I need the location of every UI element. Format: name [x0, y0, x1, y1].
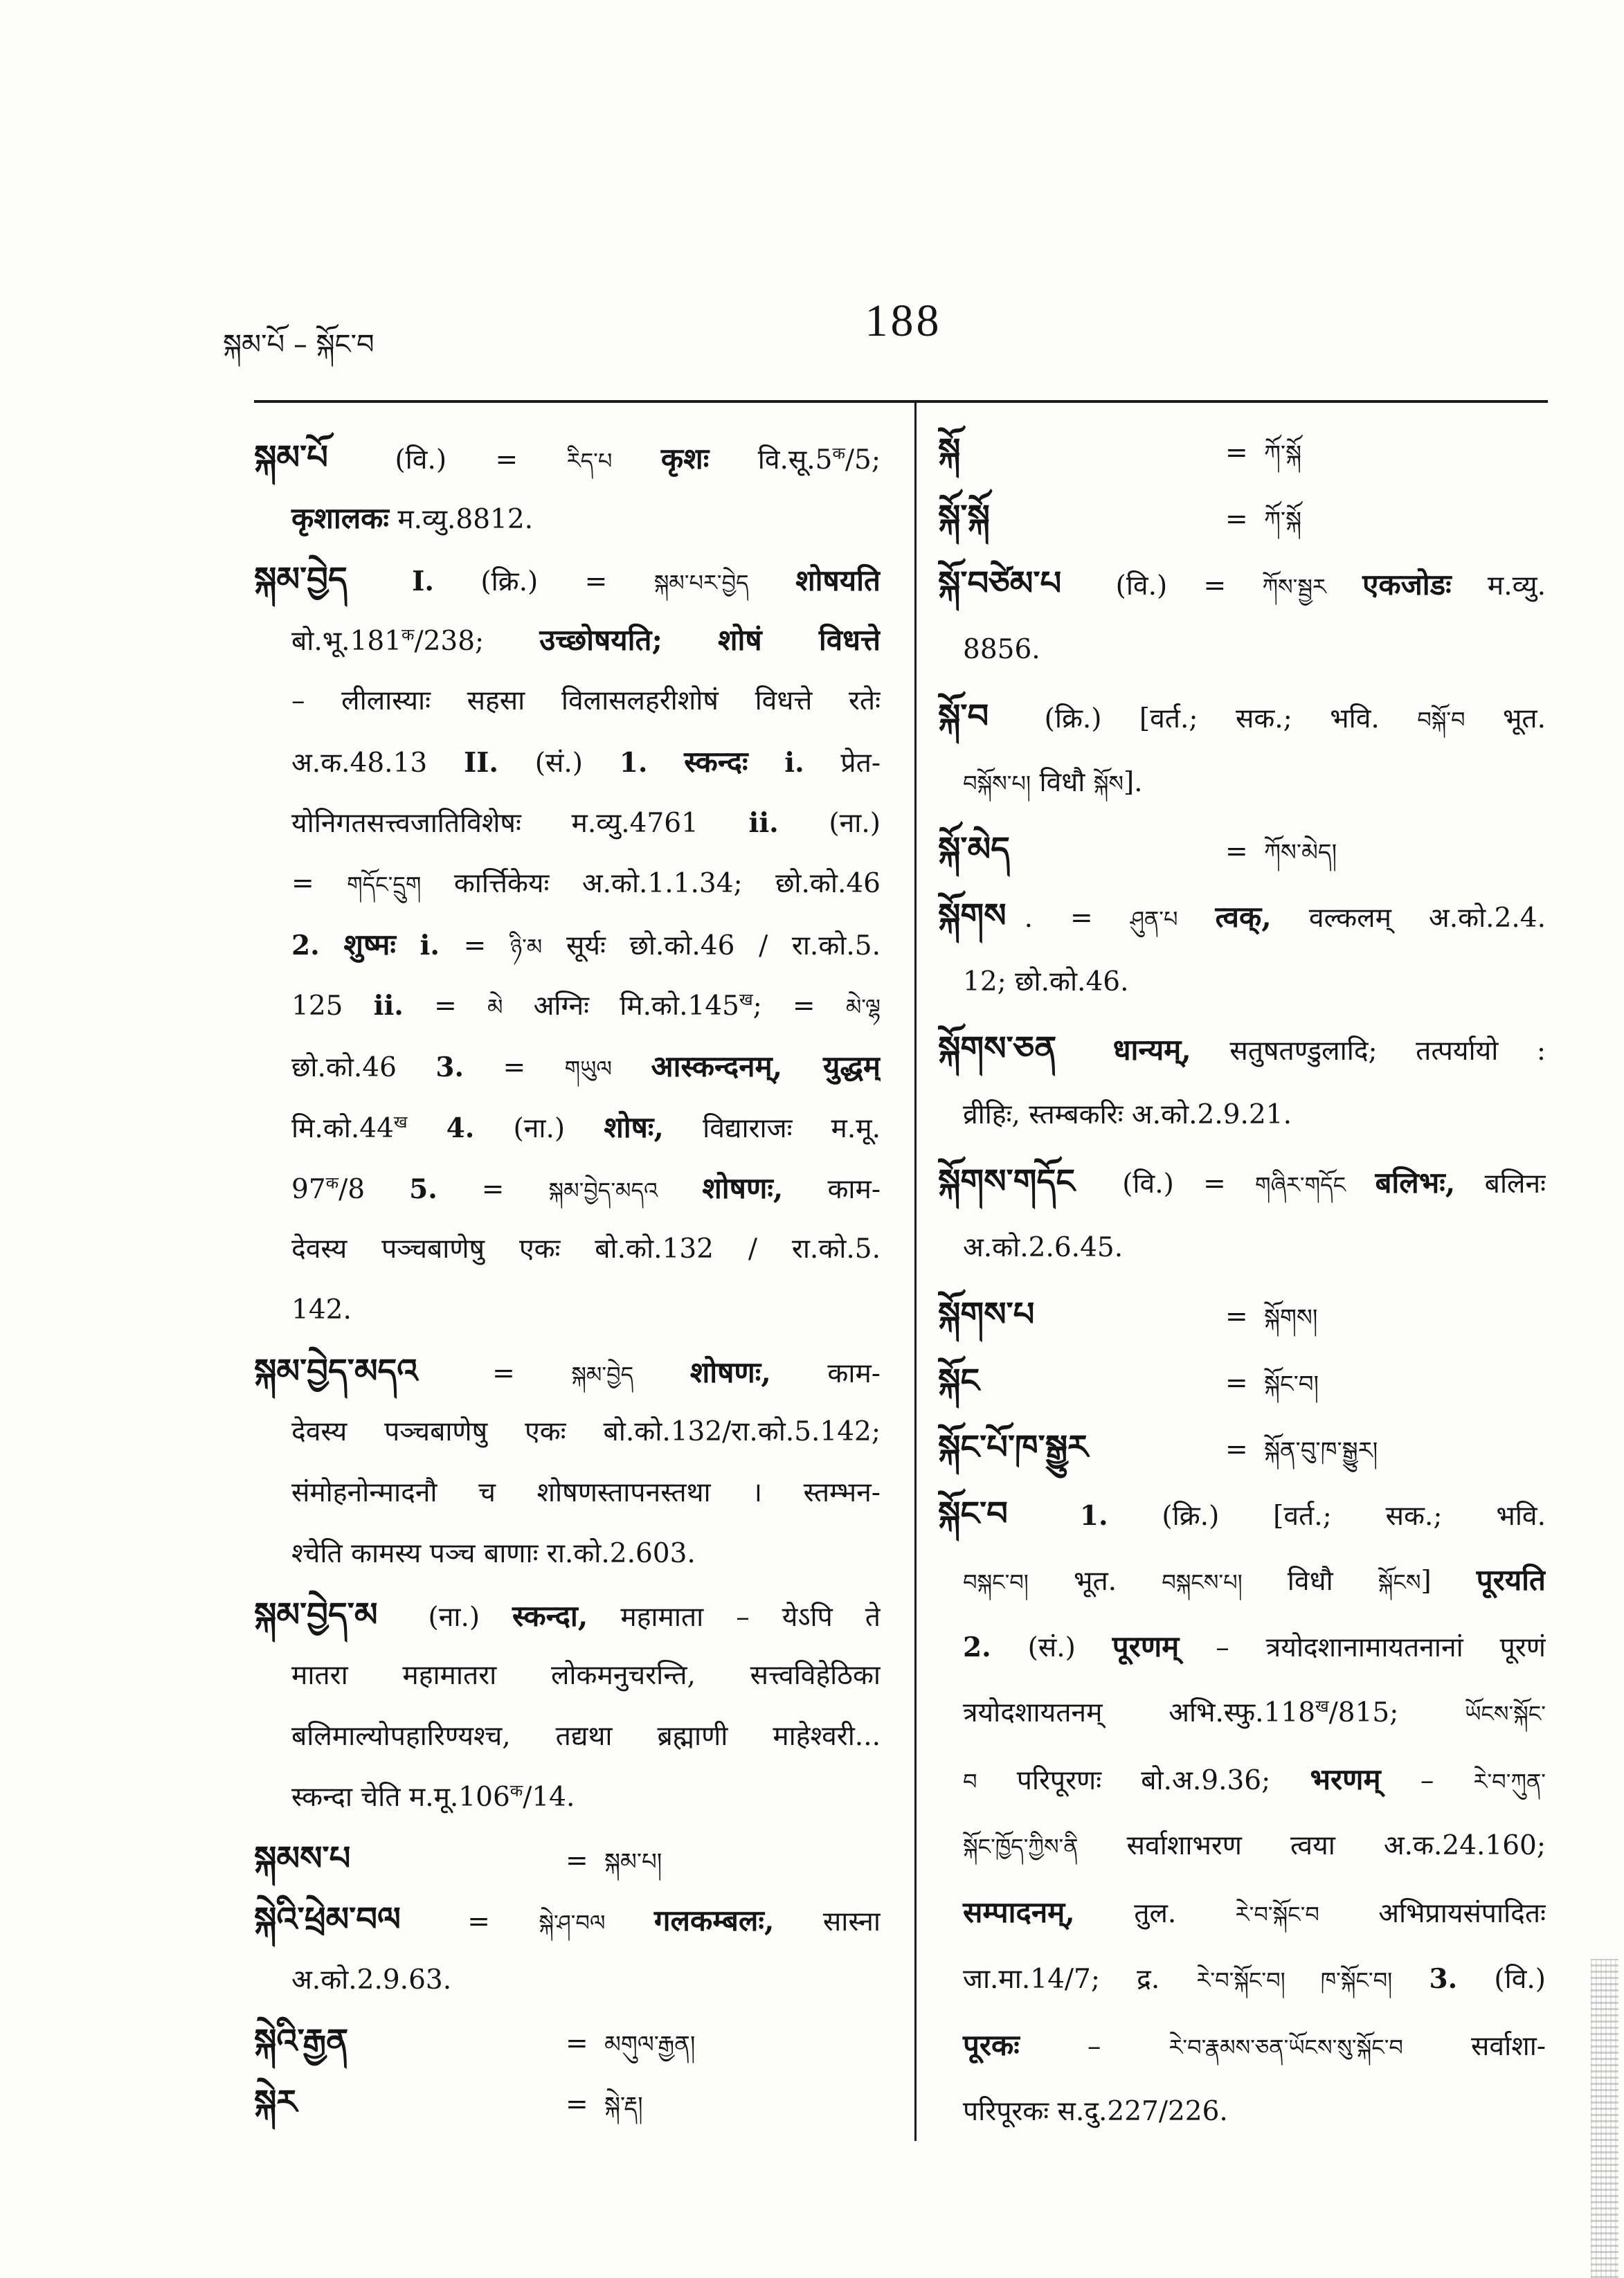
headword: སྐེའི་ཕྲེམ་བལ: [254, 1900, 401, 1939]
entry-line: [254, 2072, 881, 2133]
entry-text: जा.मा.14/7; द्र.: [963, 1964, 1197, 1995]
entry-text: (वि.): [1457, 1964, 1546, 1995]
entry-text: (ना.): [395, 1602, 513, 1633]
tibetan-equivalent: ཀོས་མེད།: [1264, 839, 1337, 867]
tibetan-equivalent: མེ་ལྷ: [845, 994, 881, 1020]
tibetan-equivalent: བ: [963, 1769, 977, 1795]
sense-number: 1.: [619, 747, 648, 779]
entry-line: [938, 949, 1546, 1015]
equals-sign: =: [1225, 1434, 1248, 1465]
entry-text: वि.सू.5: [709, 444, 833, 476]
tibetan-equivalent: སྐེ་ཤ་བལ: [539, 1910, 606, 1936]
tibetan-equivalent: ཀོ་སྐོ: [1264, 507, 1302, 534]
entry-line: [938, 1414, 1546, 1481]
dictionary-entry: [938, 417, 1546, 484]
tibetan-equivalent: སྐོང་ཁྱོད་ཀྱིས་ནི: [963, 1834, 1079, 1860]
entry-text: /238;: [414, 626, 540, 657]
entry-text: 142.: [291, 1294, 352, 1326]
entry-text: (सं.): [498, 748, 620, 779]
entry-text: (ना.): [778, 808, 881, 839]
entry-line: [254, 914, 881, 975]
sanskrit-term: त्वक्,: [1215, 900, 1272, 934]
entry-text: योनिगतसत्त्वजातिविशेषः म.व्यु.4761: [291, 808, 749, 839]
entry-text: /8: [339, 1174, 410, 1205]
entry-text: बो.भू.181: [291, 626, 402, 657]
sanskrit-term: कृशालकः: [291, 501, 389, 535]
entry-line: [254, 1524, 881, 1584]
entry-text: /5;: [845, 444, 881, 476]
headword: སྐེའི་རྒྱན: [254, 2022, 349, 2061]
entry-line: [254, 427, 881, 488]
sanskrit-term: भरणम्: [1310, 1762, 1381, 1796]
entry-text: काम-: [770, 1358, 881, 1389]
entry-text: =: [418, 1906, 539, 1937]
headword: སྐོ་མེད: [938, 830, 1010, 869]
tibetan-equivalent: མགུལ་རྒྱན།: [604, 2031, 696, 2059]
folio-side-superscript: ख: [739, 990, 753, 1009]
folio-side-superscript: ख: [1315, 1697, 1329, 1716]
entry-text: संमोहनोन्मादनौ च शोषणस्तापनस्तथा । स्तम्भन-: [291, 1477, 881, 1508]
entry-line: [938, 1946, 1546, 2012]
tibetan-equivalent: སྐོང་བ།: [1264, 1371, 1319, 1398]
sanskrit-term: स्कन्दा,: [512, 1599, 588, 1633]
entry-text: [408, 1113, 446, 1144]
sense-number: i.: [784, 747, 804, 779]
entry-line: [938, 1348, 1546, 1414]
entry-text: [612, 444, 661, 476]
entry-text: परिपूरकः स.दु.227/226.: [963, 2096, 1228, 2127]
entry-line: [938, 1015, 1546, 1082]
entry-text: [396, 930, 420, 961]
entry-text: (वि.) =: [345, 444, 567, 476]
entry-line: [254, 549, 881, 610]
entry-line: [254, 1645, 881, 1706]
entry-text: सर्वाशा-: [1402, 2031, 1546, 2062]
tibetan-equivalent: རེ་བ་སྐོང་བ། ཁ་སྐོང་བ།: [1196, 1967, 1393, 1994]
entry-line: [254, 1463, 881, 1524]
entry-text: =: [439, 930, 510, 961]
sense-number: 1.: [1079, 1500, 1108, 1532]
tibetan-equivalent: རེ་བ་སྐོང་བ: [1235, 1901, 1319, 1928]
entry-text: 12; छो.को.46.: [963, 966, 1129, 997]
entry-text: [1346, 1168, 1375, 1200]
column-divider: [914, 401, 917, 2141]
sanskrit-term: उच्छोषयति;: [539, 623, 662, 657]
entry-text: (वि.) =: [1092, 1168, 1256, 1200]
tibetan-equivalent: བསྐངས་པ།: [1162, 1569, 1243, 1595]
entry-text: सतुषतण्डुलादि; तत्पर्यायो :: [1191, 1036, 1546, 1067]
sanskrit-term: शोषं विधत्ते: [717, 623, 881, 657]
entry-text: [647, 748, 684, 779]
entry-line: [938, 550, 1546, 617]
entry-text: (क्रि.) [वर्त.; सक.; भवि.: [1108, 1501, 1546, 1532]
tibetan-equivalent: སྐེ་རྡ།: [604, 2092, 643, 2119]
entry-line: [254, 1950, 881, 2011]
tibetan-equivalent: བསྐང་བ།: [963, 1569, 1029, 1595]
sanskrit-term: शोषः,: [604, 1110, 665, 1144]
headword: སྐམ་བྱེད་མ: [254, 1595, 378, 1634]
sense-number: 5.: [409, 1173, 437, 1205]
entry-line: [254, 610, 881, 671]
entry-text: बलिमाल्योपहारिण्यश्च, तद्यथा ब्रह्माणी माहेश्वरी...: [291, 1721, 881, 1752]
folio-side-superscript: क: [402, 625, 415, 644]
entry-line: [254, 1402, 881, 1463]
dictionary-entry: [938, 1281, 1546, 1348]
entry-text: कार्त्तिकेयः अ.को.1.1.34; छो.को.46: [421, 868, 881, 899]
entry-line: [254, 853, 881, 914]
headword: སྐོ་བཙེམ་པ: [938, 564, 1062, 603]
entry-text: – लीलास्याः सहसा विलासलहरीशोषं विधत्ते रतेः: [291, 685, 881, 716]
tibetan-equivalent: བསྐོ་བ: [1417, 707, 1465, 733]
dictionary-entry: [938, 1414, 1546, 1481]
tibetan-equivalent: སྐོན་བུ་ཁ་སྒྱུར།: [1264, 1437, 1378, 1465]
entry-line: [254, 671, 881, 732]
entry-line: [938, 1215, 1546, 1281]
headword: སྐམ་བྱེད: [254, 560, 348, 599]
headword: སྐོགས་གདོང: [938, 1162, 1075, 1201]
dictionary-entry: [254, 549, 881, 1341]
entry-text: विधौ: [1242, 1566, 1378, 1597]
entry-text: श्चेति कामस्य पञ्च बाणाः रा.को.2.603.: [291, 1538, 696, 1569]
dictionary-entry: [938, 1015, 1546, 1148]
dictionary-entry: [938, 1148, 1546, 1281]
headword: སྐོ: [938, 431, 961, 470]
entry-text: (वि.) =: [1079, 570, 1263, 602]
entry-text: [1074, 1036, 1113, 1067]
dictionary-entry: [938, 1481, 1546, 2145]
right-column: [938, 417, 1546, 2155]
dictionary-entry: [938, 550, 1546, 683]
tibetan-equivalent: མེ: [487, 994, 503, 1020]
entry-line: [254, 1767, 881, 1828]
entry-text: 97: [291, 1174, 326, 1205]
tibetan-equivalent: ཤུན་པ: [1130, 906, 1178, 932]
entry-text: मि.को.44: [291, 1113, 394, 1144]
tibetan-equivalent: རེ་བ་རྣམས་ཅན་ཡོངས་སུ་སྐོང་བ: [1169, 2034, 1403, 2061]
entry-text: [606, 1906, 654, 1937]
entry-line: [938, 1281, 1546, 1348]
tibetan-equivalent: སྐམ་པར་བྱེད: [653, 570, 749, 596]
entry-line: [938, 1813, 1546, 1879]
sanskrit-term: पूरकः: [963, 2028, 1020, 2062]
entry-text: बलिनः: [1455, 1168, 1546, 1200]
equals-sign: =: [566, 1845, 588, 1877]
tibetan-equivalent: གཞིར་གདོང: [1255, 1172, 1346, 1198]
entry-text: 125: [291, 991, 374, 1022]
entry-line: [938, 1148, 1546, 1215]
entry-text: [1326, 570, 1362, 602]
tibetan-equivalent: ཉི་མ: [509, 934, 543, 960]
entry-text: (क्रि.) =: [433, 566, 654, 597]
entry-text: काम-: [783, 1174, 881, 1205]
sense-number: ii.: [373, 990, 404, 1022]
sanskrit-term: सम्पादनम्,: [963, 1895, 1075, 1929]
dictionary-entry: [254, 1889, 881, 2011]
headword: སྐོང་བ: [938, 1494, 1008, 1533]
entry-text: म.व्यु.: [1451, 570, 1546, 602]
entry-text: [1026, 1501, 1080, 1532]
entry-text: [320, 930, 344, 961]
dictionary-entry: [254, 1828, 881, 1889]
entry-text: –: [1019, 2031, 1169, 2062]
tibetan-equivalent: ཀོ་སྐོ: [1264, 440, 1302, 468]
sense-number: II.: [463, 747, 499, 779]
entry-text: मातरा महामातरा लोकमनुचरन्ति, सत्त्वविहेठिका: [291, 1660, 881, 1691]
entry-text: महामाता – येऽपि ते: [588, 1602, 881, 1633]
headword: སྐོ་བ: [938, 697, 989, 736]
equals-sign: =: [1225, 836, 1248, 867]
equals-sign: =: [1225, 1301, 1248, 1332]
entry-line: [938, 750, 1546, 816]
header-rule: [254, 400, 1548, 403]
entry-text: तुल.: [1074, 1898, 1236, 1929]
entry-line: [938, 816, 1546, 883]
entry-text: . =: [1024, 903, 1130, 934]
headword: སྐམས་པ: [254, 1839, 351, 1878]
entry-text: ]: [1420, 1566, 1477, 1597]
tibetan-equivalent: སྐོས: [1093, 770, 1124, 797]
entry-line: [254, 1341, 881, 1402]
entry-text: [662, 626, 718, 657]
entry-line: [938, 1613, 1546, 1680]
sanskrit-term: धान्यम्,: [1112, 1033, 1191, 1067]
entry-line: [254, 732, 881, 793]
entry-text: सास्ना: [774, 1906, 881, 1937]
entry-text: [748, 748, 785, 779]
sense-number: ii.: [748, 807, 779, 839]
sanskrit-term: कृशः: [660, 442, 710, 476]
tibetan-equivalent: རིད་པ: [566, 448, 613, 474]
tibetan-equivalent: ཡོངས་སྐོང་: [1465, 1701, 1546, 1727]
dictionary-entry: [254, 427, 881, 549]
entry-text: छो.को.46: [291, 1052, 436, 1083]
entry-line: [938, 1082, 1546, 1148]
equals-sign: =: [1225, 437, 1248, 469]
entry-text: 8856.: [963, 634, 1040, 665]
entry-text: अ.को.2.6.45.: [963, 1232, 1124, 1263]
tibetan-equivalent: སྐམ་པ།: [604, 1848, 662, 1876]
dictionary-entry: [254, 2011, 881, 2072]
folio-side-superscript: क: [832, 444, 845, 463]
equals-sign: =: [566, 2028, 588, 2059]
tibetan-equivalent: སྐོངས: [1378, 1569, 1421, 1595]
equals-sign: =: [1225, 504, 1248, 535]
tibetan-equivalent: གདོང་དྲུག: [347, 871, 422, 898]
entry-line: [938, 2012, 1546, 2079]
dictionary-entry: [938, 816, 1546, 883]
dictionary-entry: [254, 1341, 881, 1584]
entry-text: सूर्यः छो.को.46 / रा.को.5.: [542, 930, 881, 961]
headword: སྐེར: [254, 2083, 298, 2122]
entry-line: [938, 484, 1546, 550]
entry-line: [254, 975, 881, 1036]
entry-text: वल्कलम् अ.को.2.4.: [1271, 903, 1546, 934]
sanskrit-term: शोषणः,: [702, 1171, 784, 1205]
sanskrit-term: गलकम्बलः,: [653, 1904, 775, 1937]
entry-line: [938, 2079, 1546, 2145]
entry-line: [254, 488, 881, 549]
entry-text: देवस्य पञ्चबाणेषु एकः बो.को.132/रा.को.5.142;: [291, 1416, 881, 1447]
tibetan-equivalent: རེ་བ་ཀུན་: [1473, 1769, 1546, 1795]
dictionary-entry: [254, 2072, 881, 2133]
sanskrit-term: शोषणः,: [689, 1355, 771, 1389]
entry-text: भूत.: [1028, 1566, 1162, 1597]
entry-text: म.व्यु.8812.: [388, 504, 534, 535]
dictionary-entry: [938, 683, 1546, 816]
entry-line: [938, 883, 1546, 949]
entry-text: [366, 566, 412, 597]
page-number: 188: [865, 296, 942, 346]
entry-text: =: [403, 991, 487, 1022]
sense-number: i.: [419, 930, 440, 961]
entry-text: –: [1380, 1765, 1474, 1796]
entry-text: [633, 1358, 690, 1389]
headword: སྐོགས: [938, 896, 1007, 935]
equals-sign: =: [1225, 1368, 1248, 1399]
entry-line: [938, 1746, 1546, 1813]
entry-line: [254, 1584, 881, 1645]
entry-text: [612, 1052, 651, 1083]
entry-text: विद्याराजः म.मू.: [664, 1113, 881, 1144]
sanskrit-term: शोषयति: [795, 563, 881, 597]
entry-text: विधौ: [1031, 767, 1094, 798]
entry-line: [938, 417, 1546, 484]
left-column: [254, 427, 881, 2144]
folio-side-superscript: ख: [393, 1112, 408, 1132]
entry-line: [254, 793, 881, 853]
entry-text: =: [435, 1358, 572, 1389]
entry-text: (सं.): [991, 1632, 1112, 1663]
tibetan-equivalent: བསྐོས་པ།: [963, 770, 1031, 797]
scan-edge-noise: [1591, 1959, 1618, 2278]
running-title: སྐམ་པོ – སྐོང་བ: [223, 329, 375, 361]
entry-line: [254, 1219, 881, 1280]
entry-text: [658, 1174, 702, 1205]
sense-number: 2.: [963, 1631, 991, 1663]
entry-text: ].: [1123, 767, 1143, 798]
headword: སྐོང་པོ་ཁ་སྒྱུར: [938, 1428, 1089, 1467]
entry-line: [254, 1889, 881, 1950]
dictionary-entry: [938, 484, 1546, 550]
sense-number: 4.: [446, 1112, 475, 1144]
sanskrit-term: आस्कन्दनम्, युद्धम्: [651, 1049, 881, 1083]
entry-line: [254, 1097, 881, 1158]
sanskrit-term: स्कन्दः: [684, 745, 748, 779]
entry-text: अग्निः मि.को.145: [503, 991, 739, 1022]
entry-text: व्रीहिः, स्तम्बकरिः अ.को.2.9.21.: [963, 1099, 1292, 1130]
headword: སྐོགས་པ: [938, 1295, 1035, 1334]
headword: སྐམ་བྱེད་མདའ: [254, 1352, 418, 1391]
headword: སྐོ་སྐོ: [938, 498, 990, 536]
entry-text: ; =: [752, 991, 846, 1022]
entry-text: =: [437, 1174, 549, 1205]
entry-text: परिपूरणः बो.अ.9.36;: [977, 1765, 1310, 1796]
entry-text: अ.क.48.13: [291, 748, 464, 779]
entry-text: [1392, 1964, 1429, 1995]
entry-text: – त्रयोदशानामायतनानां पूरणं: [1179, 1632, 1546, 1663]
entry-text: त्रयोदशायतनम् अभि.स्फु.118: [963, 1697, 1316, 1728]
entry-text: स्कन्दा चेति म.मू.106: [291, 1782, 510, 1813]
entry-text: प्रेत-: [804, 748, 881, 779]
entry-line: [938, 1680, 1546, 1746]
sense-number: 3.: [435, 1051, 464, 1083]
entry-line: [254, 1280, 881, 1341]
tibetan-equivalent: སྐོགས།: [1264, 1304, 1318, 1332]
headword: སྐོང: [938, 1362, 980, 1400]
dictionary-entry: [938, 1348, 1546, 1414]
entry-line: [938, 683, 1546, 750]
entry-line: [254, 1706, 881, 1767]
entry-text: अ.को.2.9.63.: [291, 1964, 452, 1996]
sense-number: 3.: [1429, 1963, 1458, 1995]
tibetan-equivalent: ཀོས་སྦྱར: [1262, 574, 1326, 600]
entry-text: /815;: [1328, 1697, 1465, 1728]
entry-text: (ना.): [474, 1113, 604, 1144]
sanskrit-term: शुष्मः: [343, 928, 396, 961]
entry-line: [254, 2011, 881, 2072]
entry-line: [254, 1828, 881, 1889]
sense-number: I.: [412, 566, 434, 597]
entry-text: =: [464, 1052, 565, 1083]
entry-text: देवस्य पञ्चबाणेषु एकः बो.को.132 / रा.को.5.: [291, 1233, 881, 1265]
entry-text: सर्वाशाभरण त्वया अ.क.24.160;: [1078, 1830, 1546, 1861]
sanskrit-term: पूरणम्: [1112, 1629, 1180, 1663]
entry-line: [938, 617, 1546, 683]
sense-number: 2.: [291, 930, 320, 961]
entry-line: [938, 1879, 1546, 1946]
entry-line: [254, 1036, 881, 1097]
headword: སྐོགས་ཅན: [938, 1029, 1057, 1068]
entry-line: [938, 1481, 1546, 1547]
tibetan-equivalent: སྐམ་བྱེད་མདའ: [548, 1177, 658, 1204]
headword: སྐམ་པོ: [254, 438, 328, 477]
dictionary-entry: [254, 1584, 881, 1828]
entry-text: [1178, 903, 1216, 934]
entry-text: [749, 566, 795, 597]
entry-text: =: [291, 868, 348, 899]
sanskrit-term: पूरयति: [1476, 1563, 1546, 1597]
tibetan-equivalent: སྐམ་བྱེད: [571, 1362, 634, 1388]
tibetan-equivalent: གཡུལ: [564, 1056, 612, 1082]
folio-side-superscript: क: [509, 1781, 523, 1800]
equals-sign: =: [566, 2089, 588, 2120]
entry-text: अभिप्रायसंपादितः: [1319, 1898, 1546, 1929]
entry-line: [254, 1158, 881, 1219]
entry-text: भूत.: [1465, 703, 1546, 734]
sanskrit-term: एकजोडः: [1362, 568, 1452, 602]
folio-side-superscript: क: [325, 1173, 339, 1193]
entry-text: (क्रि.) [वर्त.; सक.; भवि.: [1007, 703, 1418, 734]
sanskrit-term: बलिभः,: [1375, 1166, 1456, 1200]
entry-text: /14.: [523, 1782, 575, 1813]
dictionary-entry: [938, 883, 1546, 1015]
entry-line: [938, 1547, 1546, 1613]
